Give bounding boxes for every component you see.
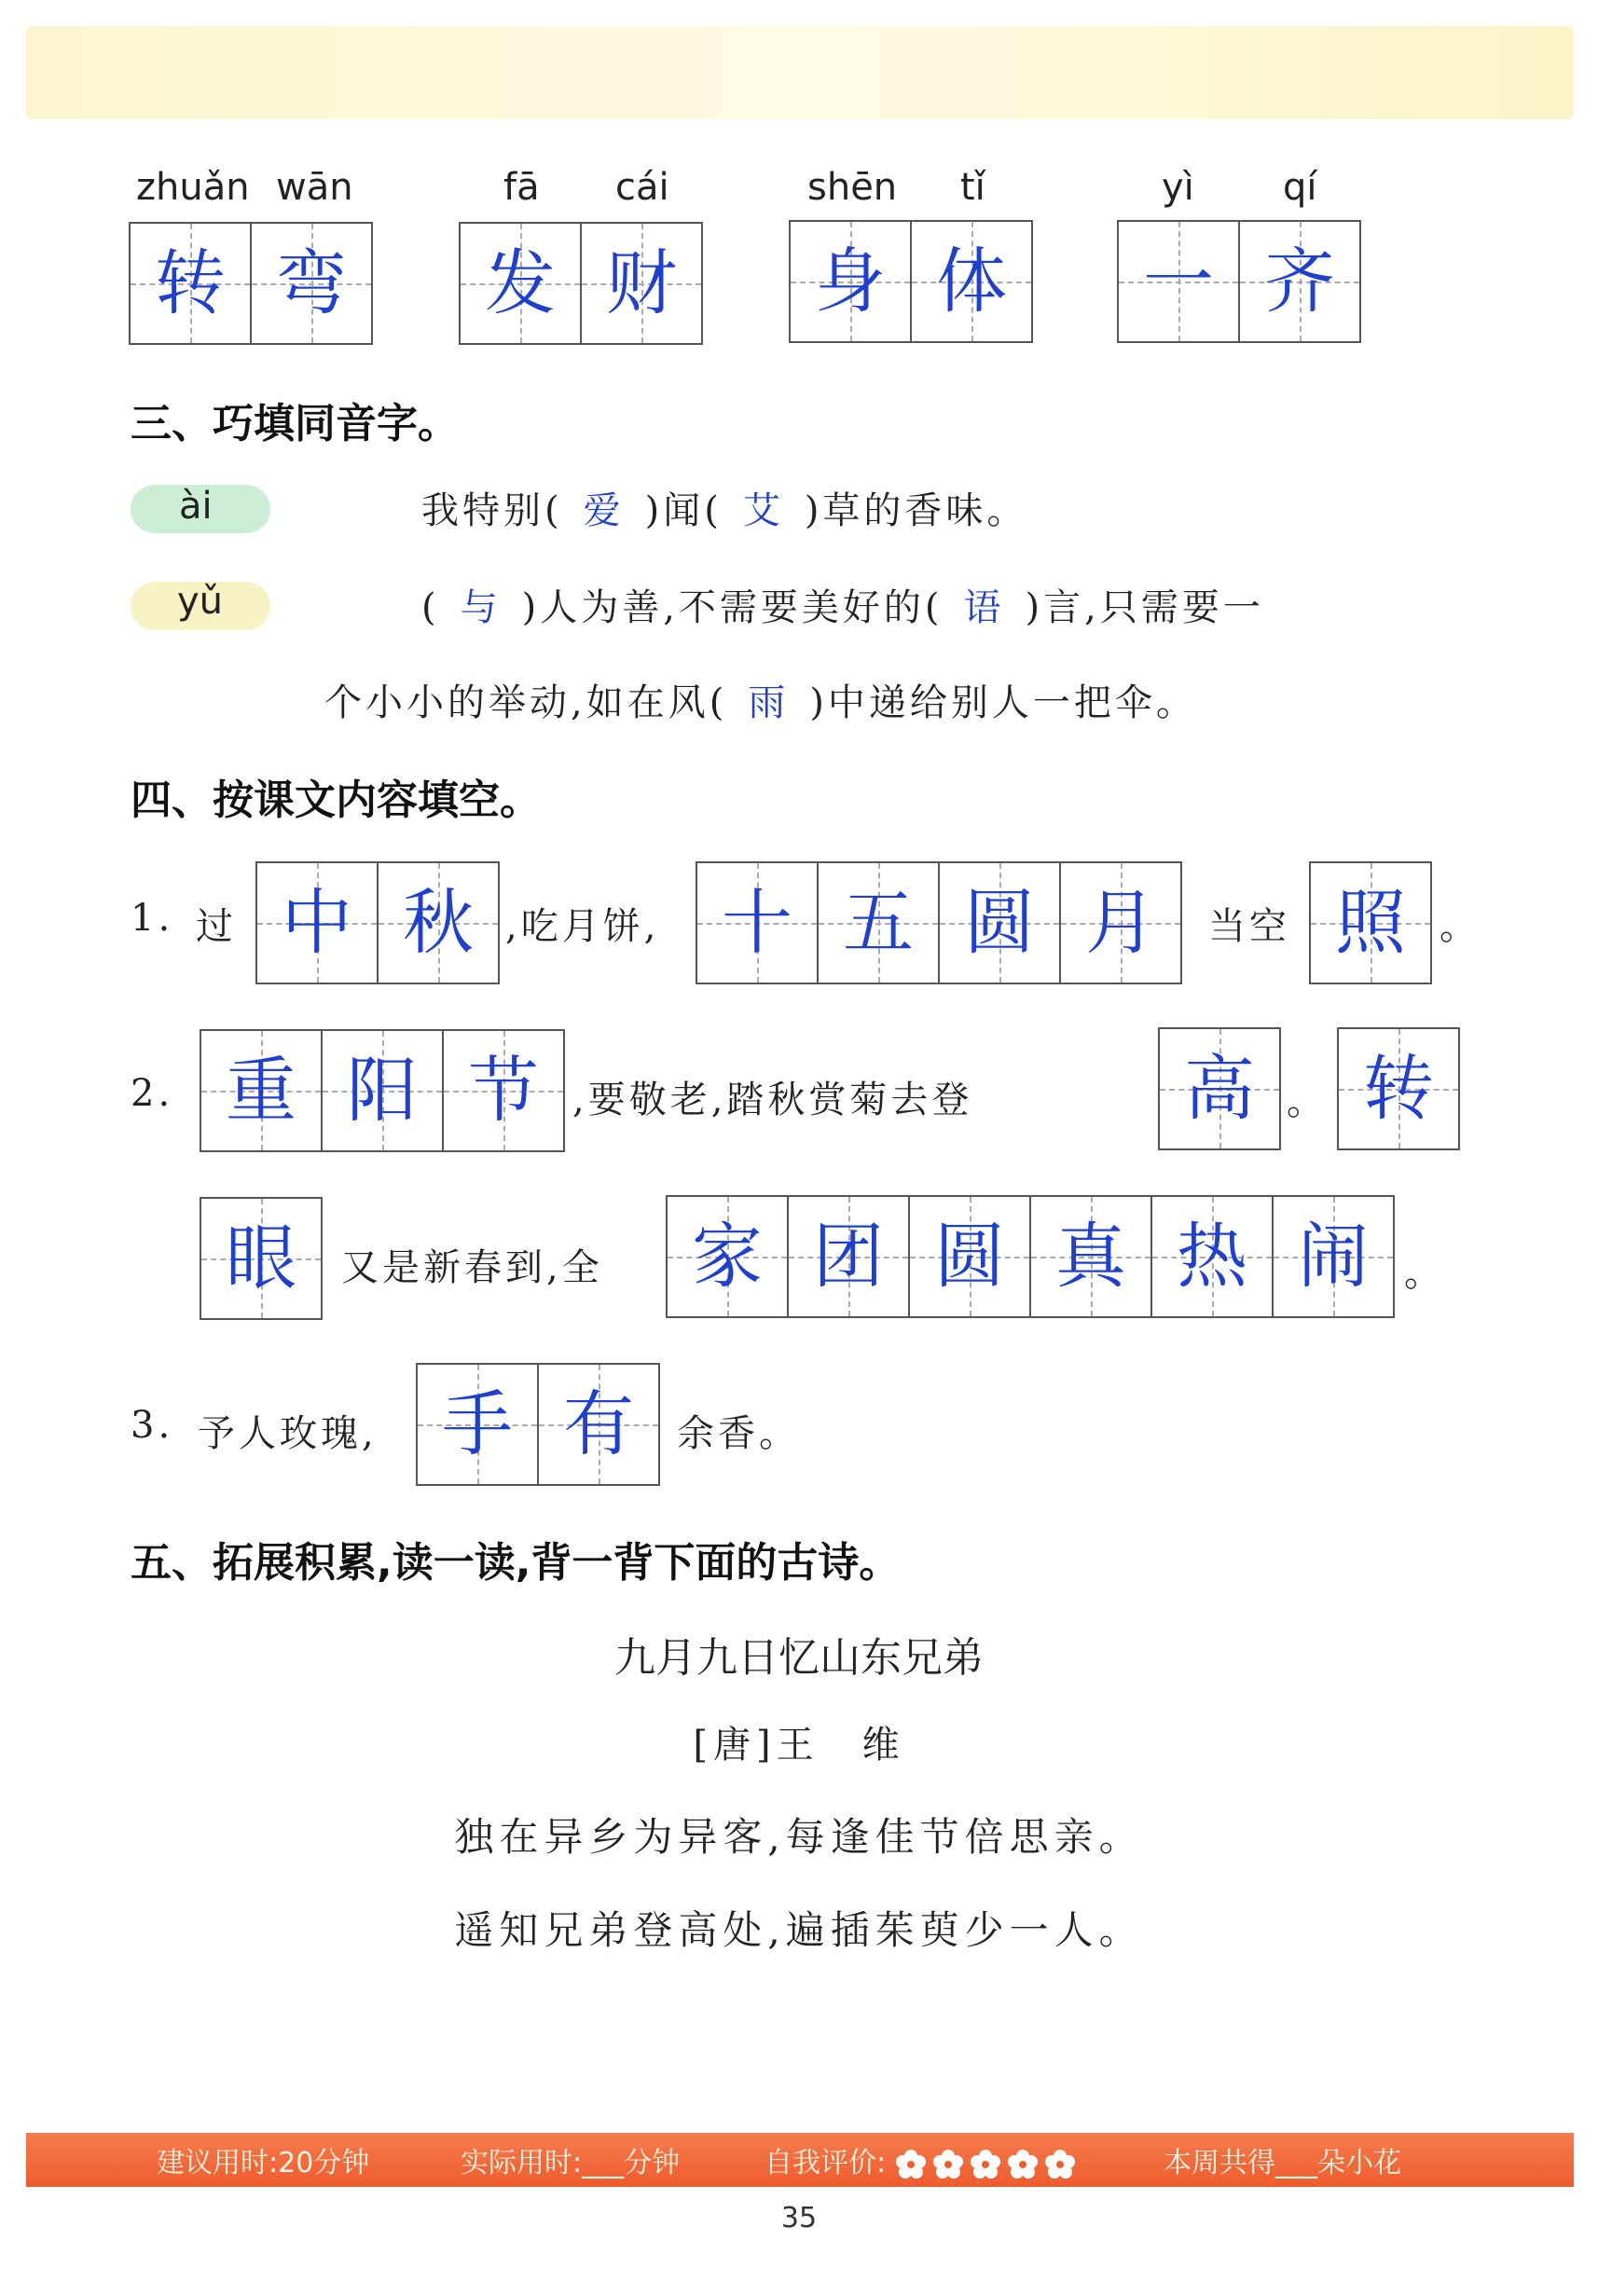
grid-char: 手	[442, 1382, 513, 1465]
q3-grid-1	[416, 1363, 660, 1486]
grid-char: 中	[282, 881, 352, 964]
q2-text: 又是新春到,全	[341, 1246, 603, 1289]
pinyin-label-ai: ài	[179, 485, 213, 528]
grid-char: 发	[485, 241, 556, 324]
grid-char: 一	[1143, 240, 1214, 323]
section3-heading: 三、巧填同音字。	[131, 400, 459, 447]
flower-icon[interactable]	[1044, 2149, 1076, 2180]
pinyin-label: wān	[276, 166, 353, 209]
grid-char: 转	[1363, 1047, 1434, 1130]
grid-char: 弯	[276, 241, 347, 324]
grid-char: 齐	[1264, 240, 1335, 323]
homophone-sentence-yu	[421, 578, 1264, 631]
q3-number: 3.	[131, 1404, 174, 1447]
grid-char: 家	[692, 1215, 763, 1298]
self-eval-label: 自我评价:	[765, 2147, 887, 2179]
answer-char: 艾	[742, 489, 784, 532]
grid-char: 有	[563, 1382, 634, 1465]
q2-text: ,要敬老,踏秋赏菊去登	[572, 1079, 973, 1121]
q2-grid-2	[1158, 1027, 1281, 1150]
sentence-text: )中递给别人一把伞。	[809, 681, 1197, 724]
grid-char: 十	[722, 881, 792, 964]
q2-text: 。	[1404, 1252, 1445, 1295]
poem-line-1: 独在异乡为异客,每逢佳节倍思亲。	[454, 1814, 1144, 1860]
sentence-text: (	[421, 586, 440, 629]
sentence-text: 个小小的举动,如在风(	[324, 681, 728, 724]
char-grid	[789, 220, 1033, 343]
page-number: 35	[780, 2202, 818, 2234]
grid-char: 真	[1055, 1215, 1126, 1298]
q3-text: 余香。	[677, 1412, 800, 1455]
q2-text: 。	[1287, 1080, 1328, 1123]
grid-char: 体	[936, 240, 1007, 323]
pinyin-label-yu: yǔ	[177, 580, 224, 623]
grid-char: 身	[815, 240, 886, 323]
poem-title: 九月九日忆山东兄弟	[614, 1634, 984, 1682]
answer-char: 与	[460, 586, 502, 629]
flower-icon[interactable]	[1007, 2149, 1039, 2180]
q2-grid-5	[666, 1195, 1395, 1318]
grid-char: 圆	[934, 1215, 1005, 1298]
q2-grid-4	[200, 1197, 323, 1320]
grid-char: 秋	[403, 881, 474, 964]
self-evaluation	[765, 2139, 1081, 2180]
grid-char: 热	[1177, 1215, 1247, 1298]
sentence-text: )言,只需要一	[1025, 586, 1264, 629]
pinyin-label: shēn	[807, 166, 898, 209]
flower-icon[interactable]	[932, 2149, 964, 2180]
grid-char: 高	[1184, 1047, 1255, 1130]
pinyin-label: zhuǎn	[136, 166, 250, 209]
sentence-text: 我特别(	[421, 489, 563, 532]
answer-char: 雨	[748, 681, 790, 724]
grid-char: 重	[226, 1049, 296, 1132]
char-grid	[129, 222, 373, 345]
actual-time: 实际用时:___分钟	[461, 2147, 681, 2179]
q2-number: 2.	[131, 1072, 174, 1115]
q1-text: 过	[196, 905, 237, 948]
char-grid	[459, 222, 703, 345]
pinyin-label: cái	[615, 166, 669, 209]
homophone-sentence-ai	[421, 481, 1027, 534]
grid-char: 照	[1335, 881, 1406, 964]
grid-char: 转	[155, 241, 226, 324]
q1-grid-3	[1309, 861, 1432, 984]
flower-icon[interactable]	[970, 2149, 1001, 2180]
grid-char: 阳	[347, 1049, 418, 1132]
section4-heading: 四、按课文内容填空。	[131, 777, 541, 824]
grid-char: 五	[843, 881, 914, 964]
top-decorative-band	[26, 26, 1574, 119]
q3-text: 予人玫瑰,	[198, 1412, 378, 1455]
q2-grid-3	[1337, 1027, 1460, 1150]
sentence-text: )人为善,不需要美好的(	[521, 586, 944, 629]
grid-char: 团	[813, 1215, 884, 1298]
grid-char: 月	[1085, 881, 1156, 964]
q1-text: 当空	[1208, 905, 1290, 948]
pinyin-label: qí	[1283, 166, 1317, 209]
footer-bar	[26, 2133, 1574, 2187]
poem-author: [唐]王 维	[693, 1724, 905, 1767]
grid-char: 财	[606, 241, 677, 324]
q1-text: 。	[1440, 905, 1481, 948]
grid-char: 眼	[226, 1217, 296, 1299]
pinyin-label: tǐ	[960, 166, 985, 209]
pinyin-label: fā	[503, 166, 540, 209]
flower-rating[interactable]	[895, 2147, 1081, 2179]
q2-grid-1	[200, 1029, 565, 1152]
answer-char: 爱	[583, 489, 625, 532]
q1-number: 1.	[131, 897, 174, 940]
grid-char: 圆	[964, 881, 1035, 964]
q1-grid-1	[255, 861, 500, 984]
sentence-text: )草的香味。	[804, 489, 1028, 532]
grid-char: 闹	[1298, 1215, 1369, 1298]
suggested-time: 建议用时:20分钟	[157, 2147, 370, 2179]
q1-text: ,吃月饼,	[505, 905, 660, 948]
grid-char: 节	[468, 1049, 539, 1132]
flower-icon[interactable]	[895, 2149, 927, 2180]
q1-grid-2	[696, 861, 1182, 984]
pinyin-label: yì	[1162, 166, 1194, 209]
char-grid	[1117, 220, 1361, 343]
weekly-flowers: 本周共得___朵小花	[1164, 2147, 1401, 2179]
section5-heading: 五、拓展积累,读一读,背一背下面的古诗。	[131, 1539, 901, 1587]
poem-line-2: 遥知兄弟登高处,遍插茱萸少一人。	[454, 1907, 1144, 1953]
sentence-text: )闻(	[644, 489, 723, 532]
answer-char: 语	[963, 586, 1005, 629]
homophone-sentence-yu-cont	[324, 673, 1197, 726]
